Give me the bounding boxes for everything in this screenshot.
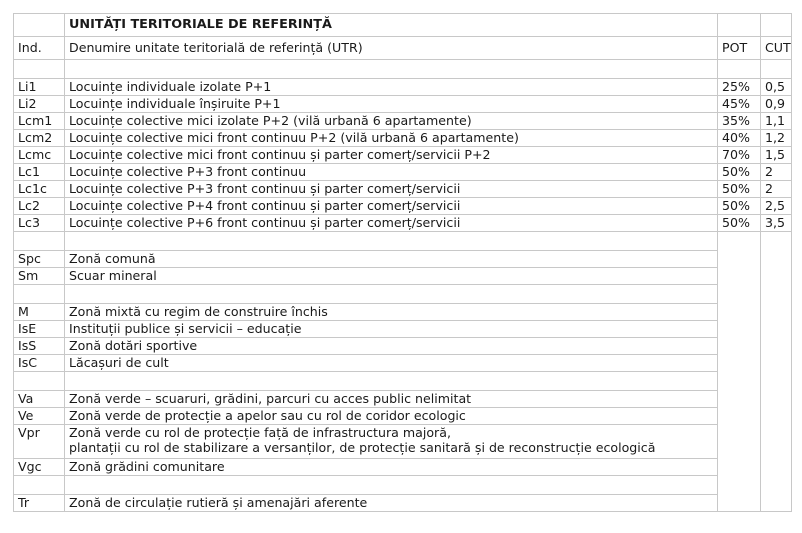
cut-cell: 2,5: [761, 198, 792, 215]
blank-row: [14, 285, 792, 304]
pot-cell: 50%: [718, 164, 761, 181]
table-row: [14, 113, 792, 130]
blank-row: [14, 60, 792, 79]
empty-cell: [761, 495, 792, 512]
header-row: [14, 37, 792, 60]
ind-cell: Lcmc: [14, 147, 65, 164]
header-ind: Ind.: [14, 37, 65, 60]
empty-cell: [761, 459, 792, 476]
empty-cell: [718, 321, 761, 338]
empty-cell: [761, 268, 792, 285]
blank-row: [14, 372, 792, 391]
blank-cell: [14, 372, 65, 391]
blank-cell: [65, 372, 718, 391]
blank-cell: [718, 285, 761, 304]
empty-cell: [718, 391, 761, 408]
ind-cell: Va: [14, 391, 65, 408]
table-row: [14, 164, 792, 181]
name-cell: Lăcașuri de cult: [65, 355, 718, 372]
name-cell: Instituții publice și servicii – educație: [65, 321, 718, 338]
ind-cell: Lc1: [14, 164, 65, 181]
blank-cell: [14, 285, 65, 304]
name-cell: Zonă mixtă cu regim de construire închis: [65, 304, 718, 321]
cut-cell: 1,5: [761, 147, 792, 164]
ind-cell: Lc1c: [14, 181, 65, 198]
name-cell: Zonă comună: [65, 251, 718, 268]
name-cell: Zonă verde de protecție a apelor sau cu rol de coridor ecologic: [65, 408, 718, 425]
empty-cell: [718, 304, 761, 321]
pot-cell: 35%: [718, 113, 761, 130]
utr-table: [13, 13, 792, 512]
table-row: [14, 181, 792, 198]
name-cell: Locuințe colective mici front continuu și parter comerț/servicii P+2: [65, 147, 718, 164]
blank-cell: [14, 476, 65, 495]
pot-cell: 70%: [718, 147, 761, 164]
ind-cell: IsE: [14, 321, 65, 338]
table-row: [14, 130, 792, 147]
blank-cell: [65, 60, 718, 79]
header-cut: CUT: [761, 37, 792, 60]
pot-cell: 50%: [718, 215, 761, 232]
ind-cell: Li1: [14, 79, 65, 96]
name-cell: Zonă de circulație rutieră și amenajări aferente: [65, 495, 718, 512]
table-row: [14, 198, 792, 215]
blank-row: [14, 232, 792, 251]
name-line-1: Zonă verde cu rol de protecție față de infrastructura majoră,: [69, 425, 451, 440]
table-row: [14, 425, 792, 459]
blank-cell: [718, 372, 761, 391]
empty-cell: [718, 355, 761, 372]
empty-cell: [761, 251, 792, 268]
cut-cell: 1,2: [761, 130, 792, 147]
ind-cell: Lcm1: [14, 113, 65, 130]
name-cell: Locuințe individuale izolate P+1: [65, 79, 718, 96]
blank-cell: [14, 232, 65, 251]
header-name: Denumire unitate teritorială de referință (UTR): [65, 37, 718, 60]
pot-cell: 50%: [718, 198, 761, 215]
blank-cell: [65, 476, 718, 495]
ind-cell: Vgc: [14, 459, 65, 476]
title-ind-cell: [14, 14, 65, 37]
name-cell: Locuințe colective P+3 front continuu: [65, 164, 718, 181]
name-cell: Locuințe individuale înșiruite P+1: [65, 96, 718, 113]
pot-cell: 45%: [718, 96, 761, 113]
name-cell: Locuințe colective P+3 front continuu și parter comerț/servicii: [65, 181, 718, 198]
empty-cell: [718, 459, 761, 476]
table-title: UNITĂȚI TERITORIALE DE REFERINȚĂ: [65, 14, 718, 37]
name-cell: Locuințe colective mici front continuu P+2 (vilă urbană 6 apartamente): [65, 130, 718, 147]
empty-cell: [718, 338, 761, 355]
ind-cell: Li2: [14, 96, 65, 113]
empty-cell: [761, 391, 792, 408]
pot-cell: 25%: [718, 79, 761, 96]
blank-cell: [761, 285, 792, 304]
empty-cell: [761, 304, 792, 321]
empty-cell: [761, 408, 792, 425]
name-cell: Scuar mineral: [65, 268, 718, 285]
blank-cell: [718, 60, 761, 79]
table-row: [14, 321, 792, 338]
name-cell: Zonă dotări sportive: [65, 338, 718, 355]
ind-cell: Spc: [14, 251, 65, 268]
ind-cell: Tr: [14, 495, 65, 512]
empty-cell: [718, 495, 761, 512]
name-cell: Zonă grădini comunitare: [65, 459, 718, 476]
cut-cell: 0,5: [761, 79, 792, 96]
name-line-2: plantații cu rol de stabilizare a versanților, de protecție sanitară și de reconstrucție ecologică: [69, 440, 656, 455]
cut-cell: 2: [761, 181, 792, 198]
table-row: [14, 251, 792, 268]
empty-cell: [761, 321, 792, 338]
blank-cell: [65, 285, 718, 304]
blank-row: [14, 476, 792, 495]
table-row: [14, 96, 792, 113]
ind-cell: M: [14, 304, 65, 321]
ind-cell: IsS: [14, 338, 65, 355]
blank-cell: [761, 476, 792, 495]
table-row: [14, 338, 792, 355]
title-cut-cell: [761, 14, 792, 37]
blank-cell: [14, 60, 65, 79]
name-cell: Locuințe colective P+6 front continuu și parter comerț/servicii: [65, 215, 718, 232]
header-pot: POT: [718, 37, 761, 60]
ind-cell: Ve: [14, 408, 65, 425]
name-cell: Zonă verde – scuaruri, grădini, parcuri cu acces public nelimitat: [65, 391, 718, 408]
cut-cell: 2: [761, 164, 792, 181]
cut-cell: 0,9: [761, 96, 792, 113]
ind-cell: Lc2: [14, 198, 65, 215]
ind-cell: Lcm2: [14, 130, 65, 147]
blank-cell: [761, 372, 792, 391]
name-cell: Locuințe colective mici izolate P+2 (vilă urbană 6 apartamente): [65, 113, 718, 130]
cut-cell: 3,5: [761, 215, 792, 232]
empty-cell: [718, 251, 761, 268]
empty-cell: [718, 425, 761, 459]
title-row: [14, 14, 792, 37]
table-row: [14, 391, 792, 408]
name-cell: Locuințe colective P+4 front continuu și parter comerț/servicii: [65, 198, 718, 215]
table-row: [14, 459, 792, 476]
table-row: [14, 495, 792, 512]
blank-cell: [718, 476, 761, 495]
empty-cell: [718, 268, 761, 285]
title-pot-cell: [718, 14, 761, 37]
pot-cell: 50%: [718, 181, 761, 198]
table-row: [14, 408, 792, 425]
table-row: [14, 79, 792, 96]
empty-cell: [761, 425, 792, 459]
pot-cell: 40%: [718, 130, 761, 147]
table-row: [14, 147, 792, 164]
ind-cell: Lc3: [14, 215, 65, 232]
ind-cell: Sm: [14, 268, 65, 285]
blank-cell: [761, 232, 792, 251]
table-row: [14, 215, 792, 232]
table-row: [14, 268, 792, 285]
table-row: [14, 304, 792, 321]
blank-cell: [65, 232, 718, 251]
blank-cell: [718, 232, 761, 251]
empty-cell: [761, 338, 792, 355]
ind-cell: IsC: [14, 355, 65, 372]
table-row: [14, 355, 792, 372]
ind-cell: Vpr: [14, 425, 65, 459]
empty-cell: [718, 408, 761, 425]
name-cell: [65, 425, 718, 459]
empty-cell: [761, 355, 792, 372]
cut-cell: 1,1: [761, 113, 792, 130]
blank-cell: [761, 60, 792, 79]
